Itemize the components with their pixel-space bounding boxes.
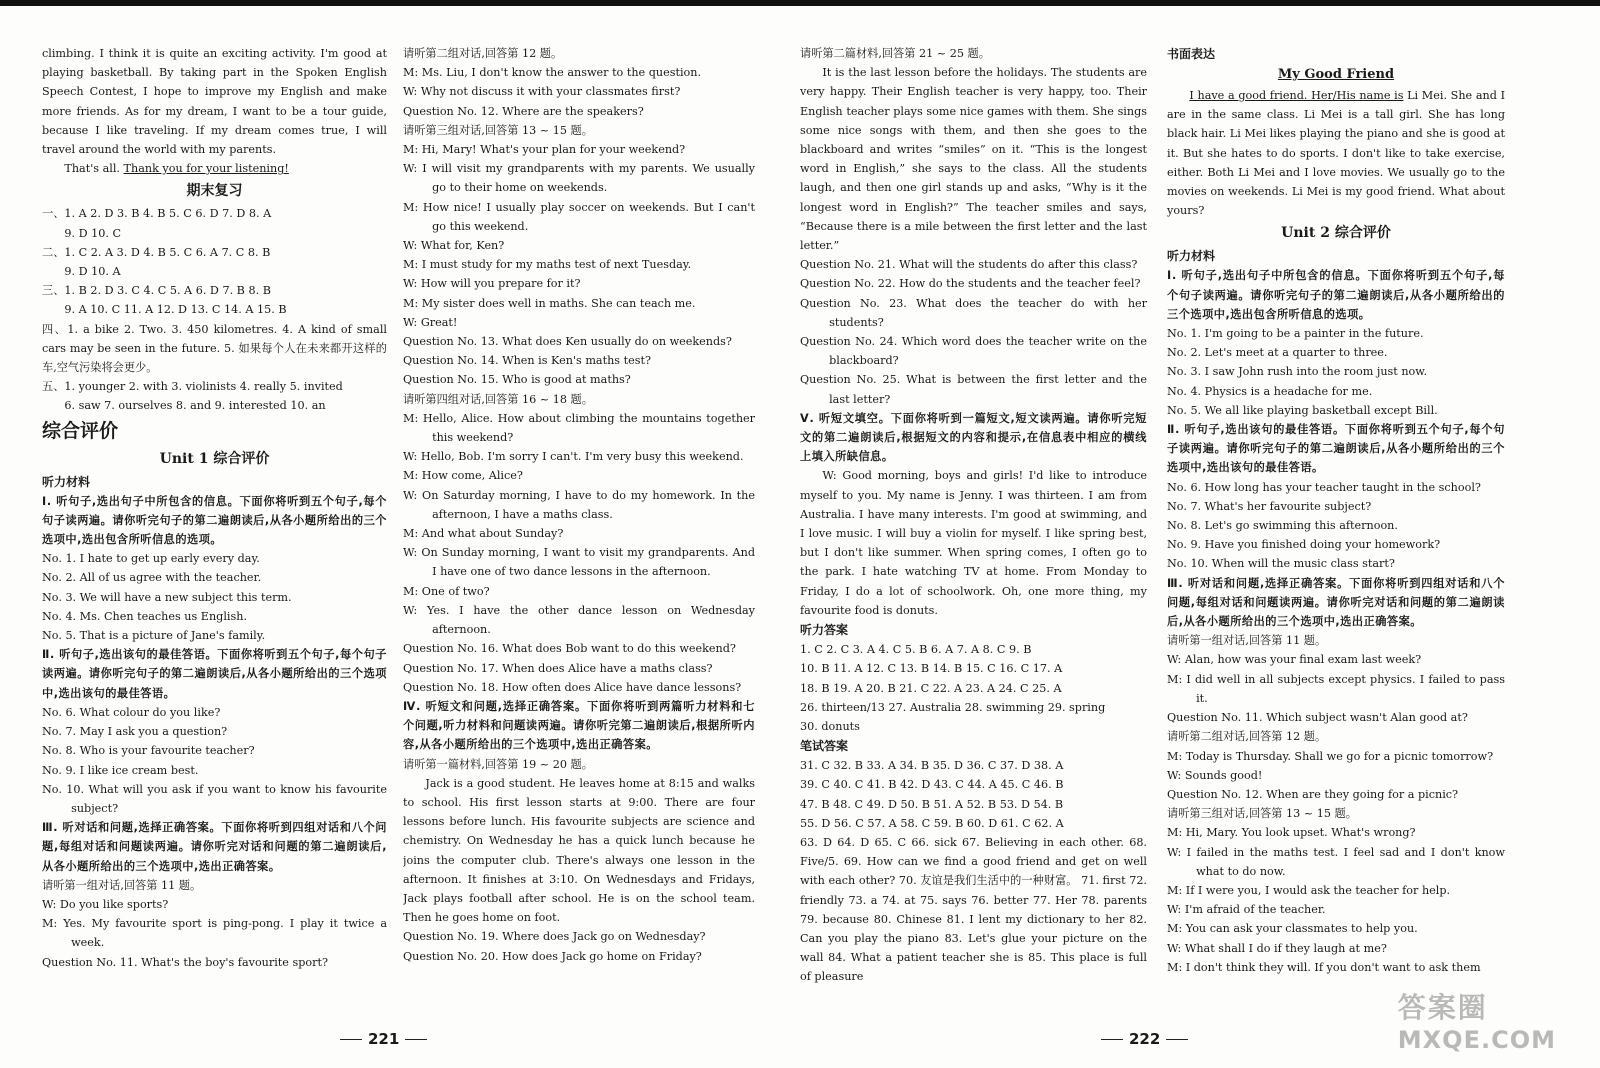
page-dash — [1101, 1039, 1123, 1040]
page-number-text: 222 — [1129, 1030, 1161, 1048]
list-item: No. 8. Who is your favourite teacher? — [42, 744, 255, 758]
list-item: No. 8. Let's go swimming this afternoon. — [1167, 519, 1398, 533]
question-line: Question No. 25. What is between the first letter and the last letter? — [800, 373, 1147, 406]
list-item: 请听第一组对话,回答第 11 题。 — [42, 878, 202, 892]
dialogue-line: 请听第三组对话,回答第 13 ~ 15 题。 — [1167, 807, 1357, 821]
answer-line: 26. thirteen/13 27. Australia 28. swimming 29. spring — [800, 700, 1106, 714]
list-item: No. 10. When will the music class start? — [1167, 557, 1395, 571]
list-item: No. 6. What colour do you like? — [42, 705, 221, 719]
list-item: No. 2. Let's meet at a quarter to three. — [1167, 346, 1388, 360]
list-item: No. 5. We all like playing basketball except Bill. — [1167, 403, 1438, 417]
dialogue-line: M: And what about Sunday? — [403, 527, 564, 541]
dialogue-line: M: I must study for my maths test of next Tuesday. — [403, 258, 692, 272]
list-item: No. 5. That is a picture of Jane's family. — [42, 629, 266, 643]
page-dash — [405, 1039, 427, 1040]
essay-body: Li Mei. She and I are in the same class. Li Mei is a tall girl. She has long black hair. Li Mei likes playing the piano and she is good at it. But she hates to do sports. I don't like to take exercise, either. Both Li Mei and I love movies. We usually go to the movies on weekends. Li Mei is my good friend. What about yours? — [1167, 89, 1505, 218]
list-item: Question No. 11. What's the boy's favourite sport? — [42, 955, 328, 969]
answer-line: 30. donuts — [800, 719, 860, 733]
dialogue-line: M: Hi, Mary! What's your plan for your weekend? — [403, 143, 686, 157]
dialogue-line: M: You can ask your classmates to help you. — [1167, 922, 1418, 936]
list-item: No. 10. What will you ask if you want to know his favourite subject? — [42, 782, 387, 815]
unit1-heading: Unit 1 综合评价 — [159, 450, 270, 467]
list-item: No. 3. I saw John rush into the room just now. — [1167, 365, 1428, 379]
dialogue-line: W: I failed in the maths test. I feel sad and I don't know what to do now. — [1167, 845, 1505, 878]
dialogue-line: W: Hello, Bob. I'm sorry I can't. I'm very busy this weekend. — [403, 450, 744, 464]
answer-line: 四、1. a bike 2. Two. 3. 450 kilometres. 4. A kind of small cars may be seen in the future. 5. 如果每个人在未来都开这样的车,空气污染将会更少。 — [42, 322, 387, 375]
dialogue-line: W: On Sunday morning, I want to visit my grandparents. And I have one of two dance lessons in the afternoon. — [403, 546, 755, 579]
dialogue-line: 请听第二组对话,回答第 12 题。 — [403, 47, 563, 60]
section-2-title: Ⅱ. 听句子,选出该句的最佳答语。下面你将听到五个句子,每个句子读两遍。请你听完句子的第二遍朗读后,从各小题所给出的三个选项中,选出该句的最佳答语。 — [42, 648, 387, 700]
dialogue-line: Question No. 18. How often does Alice have dance lessons? — [403, 680, 742, 694]
review-heading: 期末复习 — [186, 183, 243, 200]
essay-underlined: I have a good friend. Her/His name is — [1189, 89, 1404, 102]
column-3 — [800, 44, 1147, 1024]
list-item: No. 2. All of us agree with the teacher. — [42, 571, 262, 585]
watermark-url: MXQE.COM — [1397, 1026, 1556, 1054]
dialogue-line: M: My sister does well in maths. She can teach me. — [403, 296, 696, 310]
intro-paragraph: climbing. I think it is quite an exciting activity. I'm good at playing basketball. By taking part in the Spoken English Speech Contest, I hope to improve my English and make more friends. As for my dream, I want to be a tour guide, because I like traveling. If my dream comes true, I will travel around the world with my parents. — [42, 47, 387, 157]
list-item: No. 7. What's her favourite subject? — [1167, 499, 1372, 513]
dialogue-line: Question No. 15. Who is good at maths? — [403, 373, 631, 387]
answer-line: 五、1. younger 2. with 3. violinists 4. really 5. invited — [42, 380, 343, 394]
dialogue-line: W: How will you prepare for it? — [403, 277, 581, 291]
dialogue-line: Question No. 13. What does Ken usually do on weekends? — [403, 335, 732, 349]
list-item: No. 3. We will have a new subject this term. — [42, 590, 292, 604]
page-dash — [1166, 1039, 1188, 1040]
written-answers-heading: 笔试答案 — [800, 739, 849, 754]
question-line: Question No. 19. Where does Jack go on Wednesday? — [403, 930, 706, 944]
dialogue-line: Question No. 16. What does Bob want to do this weekend? — [403, 642, 736, 656]
answer-line: 三、1. B 2. D 3. C 4. C 5. A 6. D 7. B 8. B — [42, 284, 271, 298]
dialogue-line: M: I don't think they will. If you don't want to ask them — [1167, 960, 1481, 974]
list-item: No. 7. May I ask you a question? — [42, 725, 228, 739]
question-line: Question No. 20. How does Jack go home on Friday? — [403, 949, 702, 963]
dialogue-line: M: Hi, Mary. You look upset. What's wrong? — [1167, 826, 1416, 840]
passage-subtitle: 请听第二篇材料,回答第 21 ~ 25 题。 — [800, 47, 990, 60]
section-1-title: Ⅰ. 听句子,选出句子中所包含的信息。下面你将听到五个句子,每个句子读两遍。请你听完句子的第二遍朗读后,从各小题所给出的三个选项中,选出包含所听信息的选项。 — [1167, 269, 1505, 321]
page-number-right — [1095, 1030, 1194, 1048]
section-5-title: Ⅴ. 听短文填空。下面你将听到一篇短文,短文读两遍。请你听完短文的第二遍朗读后,根据短文的内容和提示,在信息表中相应的横线上填入所缺信息。 — [800, 411, 1147, 464]
essay-text — [1167, 86, 1505, 220]
dialogue-line: W: Sounds good! — [1167, 768, 1263, 782]
section-1-title: Ⅰ. 听句子,选出句子中所包含的信息。下面你将听到五个句子,每个句子读两遍。请你听完句子的第二遍朗读后,从各小题所给出的三个选项中,选出包含所听信息的选项。 — [42, 494, 387, 547]
dialogue-line: M: Hello, Alice. How about climbing the mountains together this weekend? — [403, 411, 755, 445]
top-rule — [0, 0, 1600, 6]
question-line: Question No. 24. Which word does the teacher write on the blackboard? — [800, 335, 1147, 368]
passage-text: W: Good morning, boys and girls! I'd like to introduce myself to you. My name is Jenny. I was thirteen. I am from Australia. I have many interests. I'm good at swimming, and I love music. I will buy a violin for myself. I like spring best, but I don't like summer. When spring comes, I often go to the park. I hate watching TV at home. From Monday to Friday, I do a lot of schoolwork. Oh, one more thing, my favourite food is donuts. — [800, 469, 1147, 617]
dialogue-line: W: Alan, how was your final exam last week? — [1167, 653, 1422, 667]
thanks-text: That's all. — [64, 162, 124, 176]
list-item: No. 9. Have you finished doing your homework? — [1167, 538, 1441, 552]
listening-answers-heading: 听力答案 — [800, 623, 849, 638]
list-item: M: Yes. My favourite sport is ping-pong. I play it twice a week. — [42, 917, 387, 950]
section-3-title: Ⅲ. 听对话和问题,选择正确答案。下面你将听到四组对话和八个问题,每组对话和问题读两遍。请你听完对话和问题的第二遍朗读后,从各小题所给出的三个选项中,选出正确答案。 — [42, 821, 387, 873]
list-item: No. 6. How long has your teacher taught in the school? — [1167, 480, 1481, 494]
dialogue-line: M: Ms. Liu, I don't know the answer to the question. — [403, 66, 702, 80]
dialogue-line: Question No. 17. When does Alice have a maths class? — [403, 661, 713, 675]
question-line: Question No. 21. What will the students do after this class? — [800, 258, 1138, 272]
question-line: Question No. 23. What does the teacher do with her students? — [800, 296, 1147, 329]
list-item: No. 4. Physics is a headache for me. — [1167, 384, 1373, 398]
dialogue-line: 请听第四组对话,回答第 16 ~ 18 题。 — [403, 392, 593, 406]
answer-line: 一、1. A 2. D 3. B 4. B 5. C 6. D 7. D 8. A — [42, 207, 272, 221]
dialogue-line: M: If I were you, I would ask the teacher for help. — [1167, 883, 1451, 897]
answer-line: 10. B 11. A 12. C 13. B 14. B 15. C 16. C 17. A — [800, 662, 1063, 676]
dialogue-line: W: What shall I do if they laugh at me? — [1167, 941, 1387, 955]
listening-heading: 听力材料 — [42, 474, 91, 489]
writing-heading: 书面表达 — [1167, 47, 1216, 61]
answer-line: 1. C 2. C 3. A 4. C 5. B 6. A 7. A 8. C 9. B — [800, 643, 1032, 657]
answer-line: 31. C 32. B 33. A 34. B 35. D 36. C 37. D 38. A — [800, 759, 1064, 773]
list-item: No. 1. I'm going to be a painter in the future. — [1167, 327, 1424, 341]
thanks-line — [42, 159, 387, 178]
passage-text: Jack is a good student. He leaves home at 8:15 and walks to school. His first lesson starts at 9:00. There are four lessons before lunch. His favourite subjects are science and chemistry. On Wednesday he has a quick lunch because he joins the computer club. There's always one lesson in the afternoon. It finishes at 3:10. On Wednesdays and Fridays, Jack plays football after school. He is on the school team. Then he goes home on foot. — [403, 776, 755, 925]
answer-line: 9. D 10. C — [64, 226, 122, 240]
watermark — [1398, 986, 1556, 1054]
section-3-title: Ⅲ. 听对话和问题,选择正确答案。下面你将听到四组对话和八个问题,每组对话和问题读两遍。请你听完对话和问题的第二遍朗读后,从各小题所给出的三个选项中,选出正确答案。 — [1167, 576, 1505, 629]
dialogue-line: W: I will visit my grandparents with my parents. We usually go to their home on weekends. — [403, 162, 755, 195]
answer-line: 二、1. C 2. A 3. D 4. B 5. C 6. A 7. C 8. B — [42, 245, 271, 259]
dialogue-line: W: What for, Ken? — [403, 239, 505, 253]
dialogue-line: W: On Saturday morning, I have to do my homework. In the afternoon, I have a maths class. — [403, 488, 755, 521]
dialogue-line: W: Why not discuss it with your classmates first? — [403, 85, 681, 99]
dialogue-line: M: How come, Alice? — [403, 469, 523, 483]
dialogue-line: 请听第三组对话,回答第 13 ~ 15 题。 — [403, 123, 593, 137]
column-1 — [42, 44, 387, 1024]
passage-text: It is the last lesson before the holidays. The students are very happy. Their English teacher is very happy, too. Their English teacher plays some nice games with them. She sings some nice songs with them, and then she goes to the blackboard and writes “smiles” on it. “This is the longest word in English,” she says to the class. All the students laugh, and then one girl stands up and asks, “Why is it the longest word in English?” The teacher smiles and says, “Because there is a mile between the first letter and the last letter.” — [800, 66, 1147, 253]
answer-line: 63. D 64. D 65. C 66. sick 67. Believing in each other. 68. Five/5. 69. How can we find a good friend and get on well with each other? 70. 友谊是我们生活中的一种财富。 71. first 72. friendly 73. a 74. at 75. says 76. better 77. Her 78. parents 79. because 80. Chinese 81. I lent my dictionary to her 82. Can you play the piano 83. Let's glue your picture on the wall 84. What a patient teacher she is 85. This place is full of pleasure — [800, 835, 1147, 984]
thanks-underlined: Thank you for your listening! — [123, 162, 289, 176]
dialogue-line: W: Yes. I have the other dance lesson on Wednesday afternoon. — [403, 603, 755, 637]
essay-title: My Good Friend — [1277, 67, 1395, 82]
answer-line: 9. A 10. C 11. A 12. D 13. C 14. A 15. B — [64, 303, 287, 317]
dialogue-line: M: I did well in all subjects except physics. I failed to pass it. — [1167, 672, 1505, 705]
dialogue-line: W: I'm afraid of the teacher. — [1167, 903, 1326, 917]
answer-line: 55. D 56. C 57. A 58. C 59. B 60. D 61. C 62. A — [800, 816, 1064, 830]
dialogue-line: 请听第二组对话,回答第 12 题。 — [1167, 730, 1327, 744]
question-line: Question No. 22. How do the students and the teacher feel? — [800, 277, 1141, 291]
dialogue-line: M: How nice! I usually play soccer on weekends. But I can't go this weekend. — [403, 200, 755, 233]
dialogue-line: M: Today is Thursday. Shall we go for a picnic tomorrow? — [1167, 749, 1494, 763]
listening-heading: 听力材料 — [1167, 249, 1216, 264]
unit2-heading: Unit 2 综合评价 — [1281, 225, 1391, 242]
section-4-title: Ⅳ. 听短文和问题,选择正确答案。下面你将听到两篇听力材料和七个问题,听力材料和问题读两遍。请你听完第二遍朗读后,根据所听内容,从各小题所给出的三个选项中,选出正确答案。 — [403, 699, 755, 752]
list-item: No. 9. I like ice cream best. — [42, 763, 199, 777]
evaluation-heading: 综合评价 — [42, 419, 119, 442]
list-item: No. 1. I hate to get up early every day. — [42, 552, 260, 566]
dialogue-line: M: One of two? — [403, 584, 490, 598]
answer-line: 18. B 19. A 20. B 21. C 22. A 23. A 24. C 25. A — [800, 681, 1062, 695]
answer-line: 47. B 48. C 49. D 50. B 51. A 52. B 53. D 54. B — [800, 797, 1064, 811]
answer-line: 6. saw 7. ourselves 8. and 9. interested 10. an — [64, 399, 326, 413]
column-2 — [403, 44, 755, 1024]
dialogue-line: W: Great! — [403, 315, 458, 329]
dialogue-line: Question No. 12. When are they going for a picnic? — [1167, 787, 1459, 801]
page-number-text: 221 — [368, 1030, 400, 1048]
section-2-title: Ⅱ. 听句子,选出该句的最佳答语。下面你将听到五个句子,每个句子读两遍。请你听完句子的第二遍朗读后,从各小题所给出的三个选项中,选出该句的最佳答语。 — [1167, 423, 1505, 475]
list-item: W: Do you like sports? — [42, 897, 169, 911]
page-dash — [340, 1039, 362, 1040]
passage-subtitle: 请听第一篇材料,回答第 19 ~ 20 题。 — [403, 757, 593, 771]
dialogue-line: Question No. 14. When is Ken's maths test? — [403, 354, 651, 368]
watermark-text: 答案圈 — [1397, 991, 1488, 1024]
answer-line: 39. C 40. C 41. B 42. D 43. C 44. A 45. C 46. B — [800, 778, 1064, 792]
dialogue-line: Question No. 11. Which subject wasn't Alan good at? — [1167, 711, 1468, 725]
dialogue-line: Question No. 12. Where are the speakers? — [403, 104, 644, 118]
list-item: No. 4. Ms. Chen teaches us English. — [42, 609, 247, 623]
column-4 — [1167, 44, 1505, 1044]
dialogue-line: 请听第一组对话,回答第 11 题。 — [1167, 634, 1327, 648]
answer-line: 9. D 10. A — [64, 265, 121, 279]
page-number-left — [334, 1030, 433, 1048]
